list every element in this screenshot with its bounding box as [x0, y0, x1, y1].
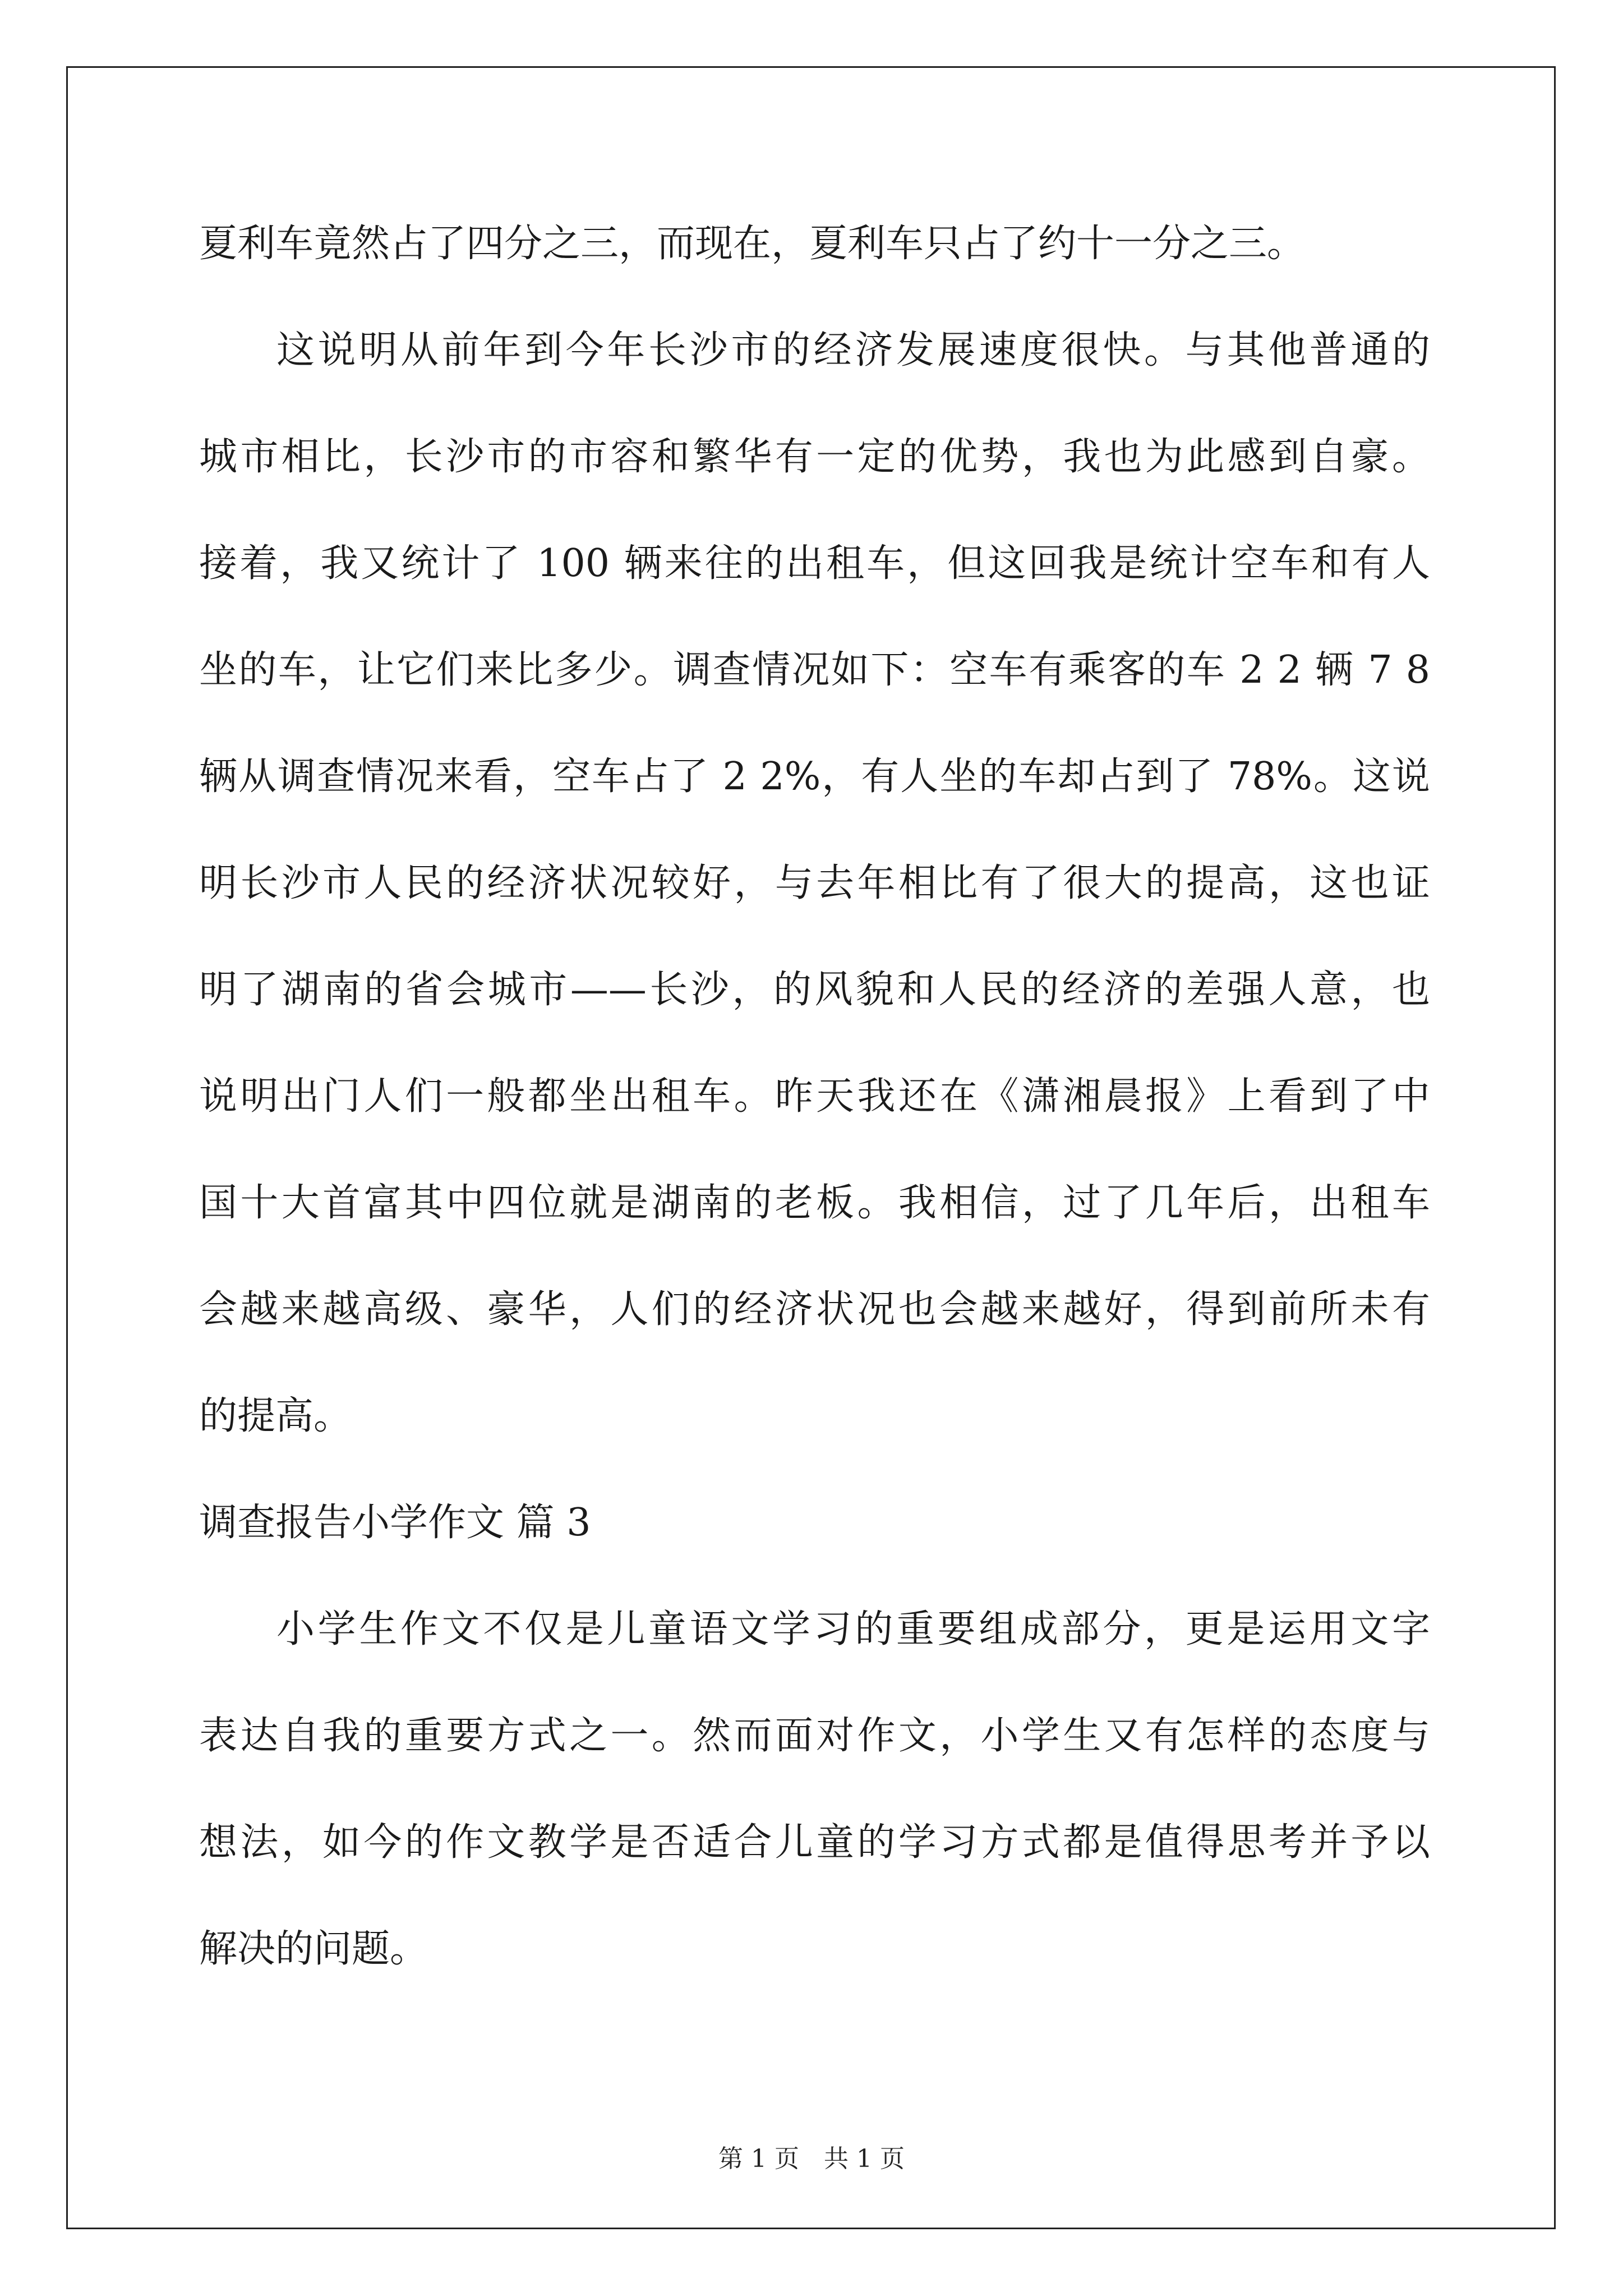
section-heading: 调查报告小学作文 篇 3: [199, 1501, 591, 1545]
paragraph-line: 说明出门人们一般都坐出租车。昨天我还在《潇湘晨报》上看到了中: [199, 1074, 1430, 1119]
paragraph-line: 城市相比，长沙市的市容和繁华有一定的优势，我也为此感到自豪。: [199, 435, 1430, 479]
paragraph-line: 小学生作文不仅是儿童语文学习的重要组成部分，更是运用文字: [276, 1607, 1430, 1651]
paragraph-line: 辆从调查情况来看，空车占了 2 2%，有人坐的车却占到了 78%。这说: [199, 754, 1430, 799]
paragraph-line: 的提高。: [199, 1394, 352, 1438]
paragraph-line: 国十大首富其中四位就是湖南的老板。我相信，过了几年后，出租车: [199, 1181, 1430, 1225]
paragraph-line: 明了湖南的省会城市——长沙，的风貌和人民的经济的差强人意，也: [199, 968, 1430, 1012]
document-body: [199, 202, 1430, 2014]
paragraph-line: 想法，如今的作文教学是否适合儿童的学习方式都是值得思考并予以: [199, 1820, 1430, 1865]
paragraph-line: 会越来越高级、豪华，人们的经济状况也会越来越好，得到前所未有: [199, 1287, 1430, 1332]
paragraph-line: 这说明从前年到今年长沙市的经济发展速度很快。与其他普通的: [276, 328, 1430, 372]
paragraph-line: 明长沙市人民的经济状况较好，与去年相比有了很大的提高，这也证: [199, 861, 1430, 905]
paragraph-line: 接着，我又统计了 100 辆来往的出租车，但这回我是统计空车和有人: [199, 541, 1430, 586]
paragraph-line: 坐的车，让它们来比多少。调查情况如下：空车有乘客的车 2 2 辆 7 8: [199, 648, 1430, 692]
paragraph-line: 表达自我的重要方式之一。然而面对作文，小学生又有怎样的态度与: [199, 1714, 1430, 1758]
paragraph-line: 夏利车竟然占了四分之三，而现在，夏利车只占了约十一分之三。: [199, 222, 1306, 266]
paragraph-line: 解决的问题。: [199, 1927, 428, 1971]
page-number-footer: 第 1 页 共 1 页: [718, 2145, 905, 2173]
